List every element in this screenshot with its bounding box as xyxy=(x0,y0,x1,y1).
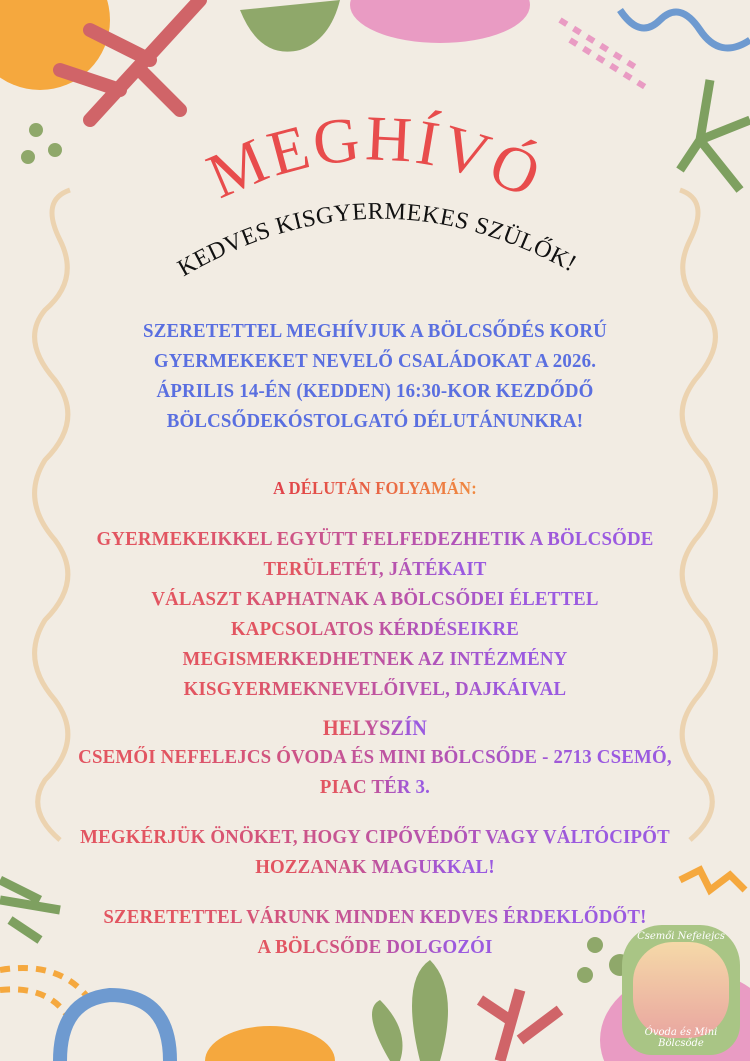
green-leaf xyxy=(680,80,750,190)
request-line: MEGKÉRJÜK ÖNÖKET, HOGY CIPŐVÉDŐT VAGY VÁLTÓCIPŐT xyxy=(80,826,670,848)
location-heading: HELYSZÍN xyxy=(322,715,428,740)
intro-line: ÁPRILIS 14-ÉN (KEDDEN) 16:30-KOR KEZDŐDŐ xyxy=(156,380,594,402)
pink-blob xyxy=(350,0,530,43)
location xyxy=(30,742,720,802)
program-line: KISGYERMEKNEVELŐIVEL, DAJKÁIVAL xyxy=(183,678,567,700)
closing-line: SZERETETTEL VÁRUNK MINDEN KEDVES ÉRDEKLŐDŐT! xyxy=(103,906,647,928)
program-line: KAPCSOLATOS KÉRDÉSEIKRE xyxy=(230,618,520,640)
location-line: PIAC TÉR 3. xyxy=(319,776,431,798)
request xyxy=(30,822,720,882)
subtitle: KEDVES KISGYERMEKES SZÜLŐK! xyxy=(173,198,581,282)
closing xyxy=(30,902,720,962)
program-line: VÁLASZT KAPHATNAK A BÖLCSŐDEI ÉLETTEL xyxy=(151,588,599,610)
intro-line: BÖLCSŐDEKÓSTOLGATÓ DÉLUTÁNUNKRA! xyxy=(166,410,584,432)
intro-line: GYERMEKEKET NEVELŐ CSALÁDOKAT A 2026. xyxy=(153,350,597,372)
program-list xyxy=(30,524,720,704)
kindergarten-logo xyxy=(622,925,740,1055)
blue-squiggle xyxy=(620,10,750,48)
intro-text xyxy=(30,316,720,436)
program-heading: A DÉLUTÁN FOLYAMÁN: xyxy=(273,478,477,498)
program-line: TERÜLETÉT, JÁTÉKAIT xyxy=(263,558,487,580)
logo-bottom-text: Óvoda és Mini Bölcsőde xyxy=(644,1027,718,1049)
program-line: GYERMEKEIKKEL EGYÜTT FELFEDEZHETIK A BÖLCSŐDE xyxy=(96,528,654,550)
logo-top-text: Csemői Nefelejcs xyxy=(637,931,725,942)
green-leaf xyxy=(240,0,340,52)
request-line: HOZZANAK MAGUKKAL! xyxy=(255,856,495,878)
intro-line: SZERETETTEL MEGHÍVJUK A BÖLCSŐDÉS KORÚ xyxy=(143,320,607,342)
logo-illustration xyxy=(633,942,729,1038)
title: MEGHÍVÓ xyxy=(197,102,554,213)
closing-line: A BÖLCSŐDE DOLGOZÓI xyxy=(257,936,493,958)
location-line: CSEMŐI NEFELEJCS ÓVODA ÉS MINI BÖLCSŐDE - 2713 CSEMŐ, xyxy=(78,746,672,768)
program-line: MEGISMERKEDHETNEK AZ INTÉZMÉNY xyxy=(182,648,568,670)
